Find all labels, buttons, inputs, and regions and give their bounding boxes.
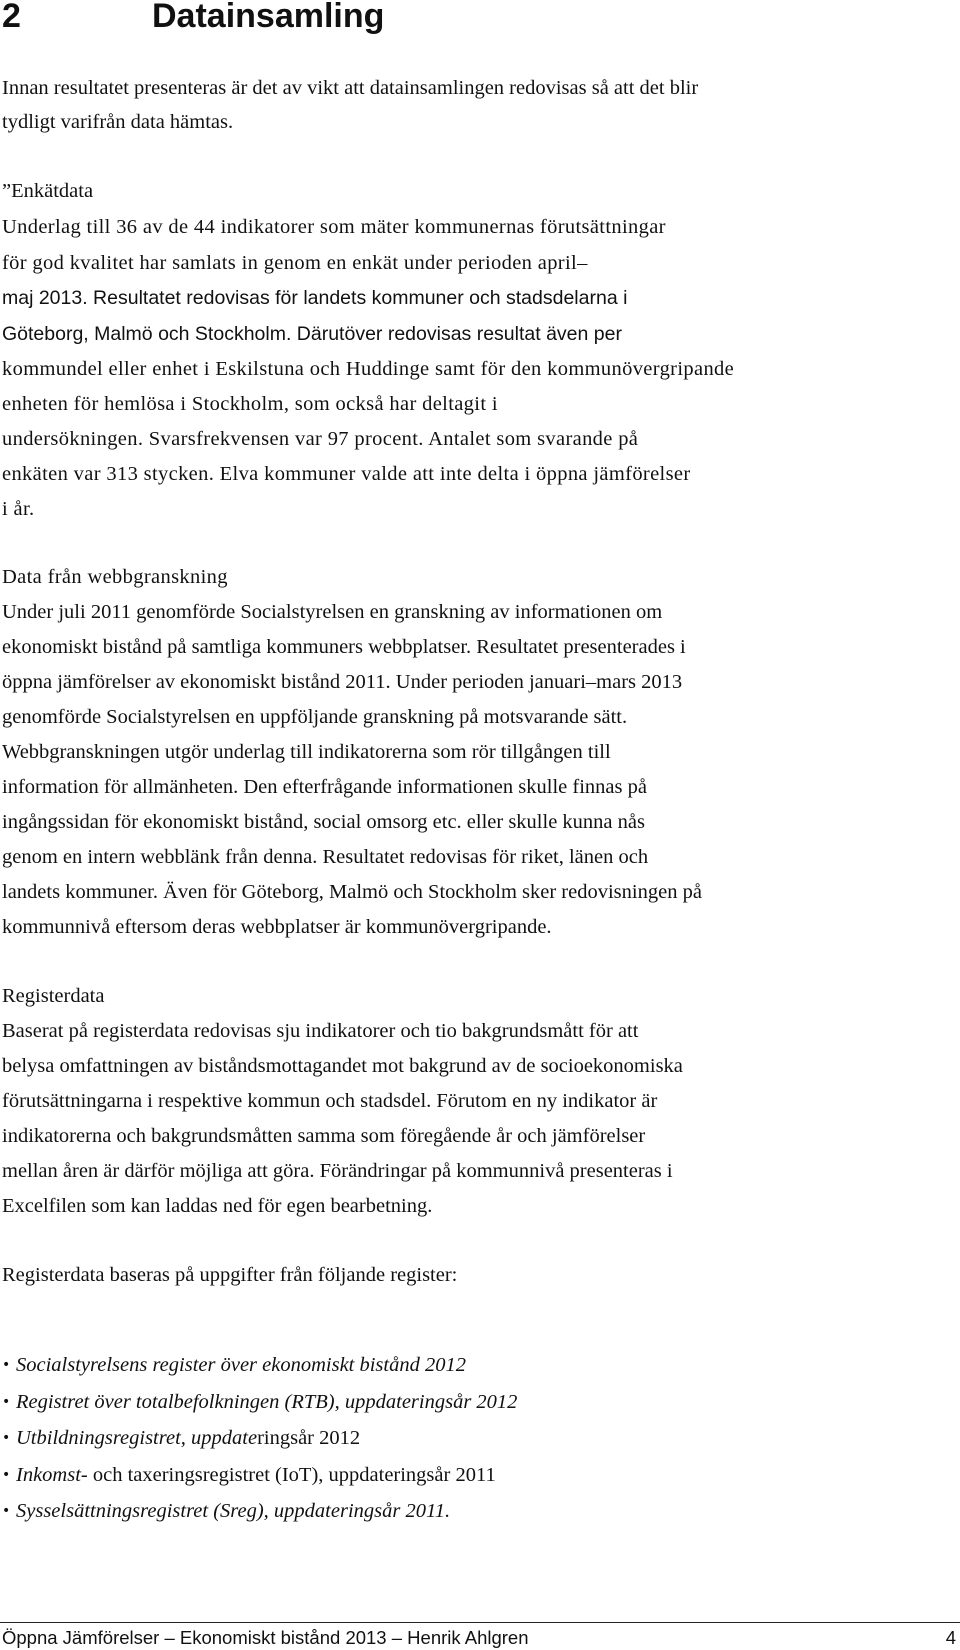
webb-line-4: genomförde Socialstyrelsen en uppföljande granskning på motsvarande sätt. bbox=[2, 706, 628, 728]
enkat-line-2: för god kvalitet har samlats in genom en enkät under perioden april– bbox=[2, 252, 588, 274]
section-heading bbox=[2, 0, 384, 38]
list-item bbox=[2, 1387, 517, 1424]
bullet-icon: • bbox=[2, 1357, 11, 1373]
source-normal-text: och taxeringsregistret (IoT), uppdateringsår 2011 bbox=[87, 1463, 496, 1486]
webb-line-1: Under juli 2011 genomförde Socialstyrelsen en granskning av informationen om bbox=[2, 601, 663, 623]
page-number: 4 bbox=[945, 1627, 956, 1648]
list-item bbox=[2, 1496, 517, 1533]
enkat-line-9: i år. bbox=[2, 498, 35, 520]
list-item bbox=[2, 1460, 517, 1497]
enkat-line-5: kommundel eller enhet i Eskilstuna och Huddinge samt för den kommunövergripande bbox=[2, 358, 735, 380]
source-italic-text: Sysselsättningsregistret (Sreg), uppdateringsår 2011. bbox=[16, 1500, 451, 1523]
bullet-icon: • bbox=[2, 1393, 11, 1410]
source-italic-text: Inkomst- bbox=[16, 1463, 88, 1486]
enkat-line-4: Göteborg, Malmö och Stockholm. Därutöver redovisas resultat även per bbox=[2, 323, 622, 345]
intro-line-2: tydligt varifrån data hämtas. bbox=[2, 111, 234, 133]
register-line-5: mellan åren är därför möjliga att göra. Förändringar på kommunnivå presenteras i bbox=[2, 1160, 673, 1182]
webb-line-5: Webbgranskningen utgör underlag till indikatorerna som rör tillgången till bbox=[2, 741, 611, 763]
register-line-4: indikatorerna och bakgrundsmåtten samma som föregående år och jämförelser bbox=[2, 1125, 646, 1147]
intro-line-1: Innan resultatet presenteras är det av vikt att datainsamlingen redovisas så att det blir bbox=[2, 77, 699, 99]
footer-divider bbox=[0, 1622, 960, 1623]
enkat-title: ”Enkätdata bbox=[2, 180, 94, 202]
bullet-icon: • bbox=[2, 1430, 11, 1447]
list-item bbox=[2, 1350, 517, 1387]
enkat-line-6: enheten för hemlösa i Stockholm, som också har deltagit i bbox=[2, 393, 498, 415]
enkat-line-8: enkäten var 313 stycken. Elva kommuner valde att inte delta i öppna jämförelser bbox=[2, 463, 691, 485]
webb-line-9: landets kommuner. Även för Göteborg, Malmö och Stockholm sker redovisningen på bbox=[2, 881, 702, 903]
source-italic-text: Utbildningsregistret, uppdate bbox=[16, 1427, 258, 1450]
sources-intro: Registerdata baseras på uppgifter från följande register: bbox=[2, 1264, 458, 1286]
source-italic-text: Registret över totalbefolkningen (RTB), uppdateringsår 2012 bbox=[16, 1390, 518, 1413]
bullet-icon: • bbox=[2, 1466, 11, 1483]
footer-text: Öppna Jämförelser – Ekonomiskt bistånd 2013 – Henrik Ahlgren bbox=[2, 1627, 529, 1648]
webb-line-3: öppna jämförelser av ekonomiskt bistånd 2011. Under perioden januari–mars 2013 bbox=[2, 671, 683, 693]
register-source-list bbox=[2, 1350, 517, 1533]
section-number: 2 bbox=[2, 0, 21, 35]
register-line-6: Excelfilen som kan laddas ned för egen bearbetning. bbox=[2, 1195, 433, 1217]
register-line-2: belysa omfattningen av biståndsmottagandet mot bakgrund av de socioekonomiska bbox=[2, 1055, 683, 1077]
webb-line-2: ekonomiskt bistånd på samtliga kommuners webbplatser. Resultatet presenterades i bbox=[2, 636, 686, 658]
enkat-line-1: Underlag till 36 av de 44 indikatorer som mäter kommunernas förutsättningar bbox=[2, 216, 666, 238]
source-normal-text: ringsår 2012 bbox=[257, 1427, 361, 1450]
webb-line-10: kommunnivå eftersom deras webbplatser är kommunövergripande. bbox=[2, 916, 552, 938]
bullet-icon: • bbox=[2, 1503, 11, 1520]
enkat-line-7: undersökningen. Svarsfrekvensen var 97 procent. Antalet som svarande på bbox=[2, 428, 639, 450]
webb-line-7: ingångssidan för ekonomiskt bistånd, social omsorg etc. eller skulle kunna nås bbox=[2, 811, 645, 833]
section-title: Datainsamling bbox=[152, 0, 385, 35]
webb-title: Data från webbgranskning bbox=[2, 566, 228, 588]
register-title: Registerdata bbox=[2, 985, 105, 1007]
enkat-line-3: maj 2013. Resultatet redovisas för landets kommuner och stadsdelarna i bbox=[2, 287, 628, 309]
webb-line-6: information för allmänheten. Den efterfrågande informationen skulle finnas på bbox=[2, 776, 647, 798]
register-line-3: förutsättningarna i respektive kommun och stadsdel. Förutom en ny indikator är bbox=[2, 1090, 658, 1112]
list-item bbox=[2, 1423, 517, 1460]
source-italic-text: Socialstyrelsens register över ekonomiskt bistånd 2012 bbox=[16, 1354, 466, 1376]
webb-line-8: genom en intern webblänk från denna. Resultatet redovisas för riket, länen och bbox=[2, 846, 649, 868]
register-line-1: Baserat på registerdata redovisas sju indikatorer och tio bakgrundsmått för att bbox=[2, 1020, 639, 1042]
